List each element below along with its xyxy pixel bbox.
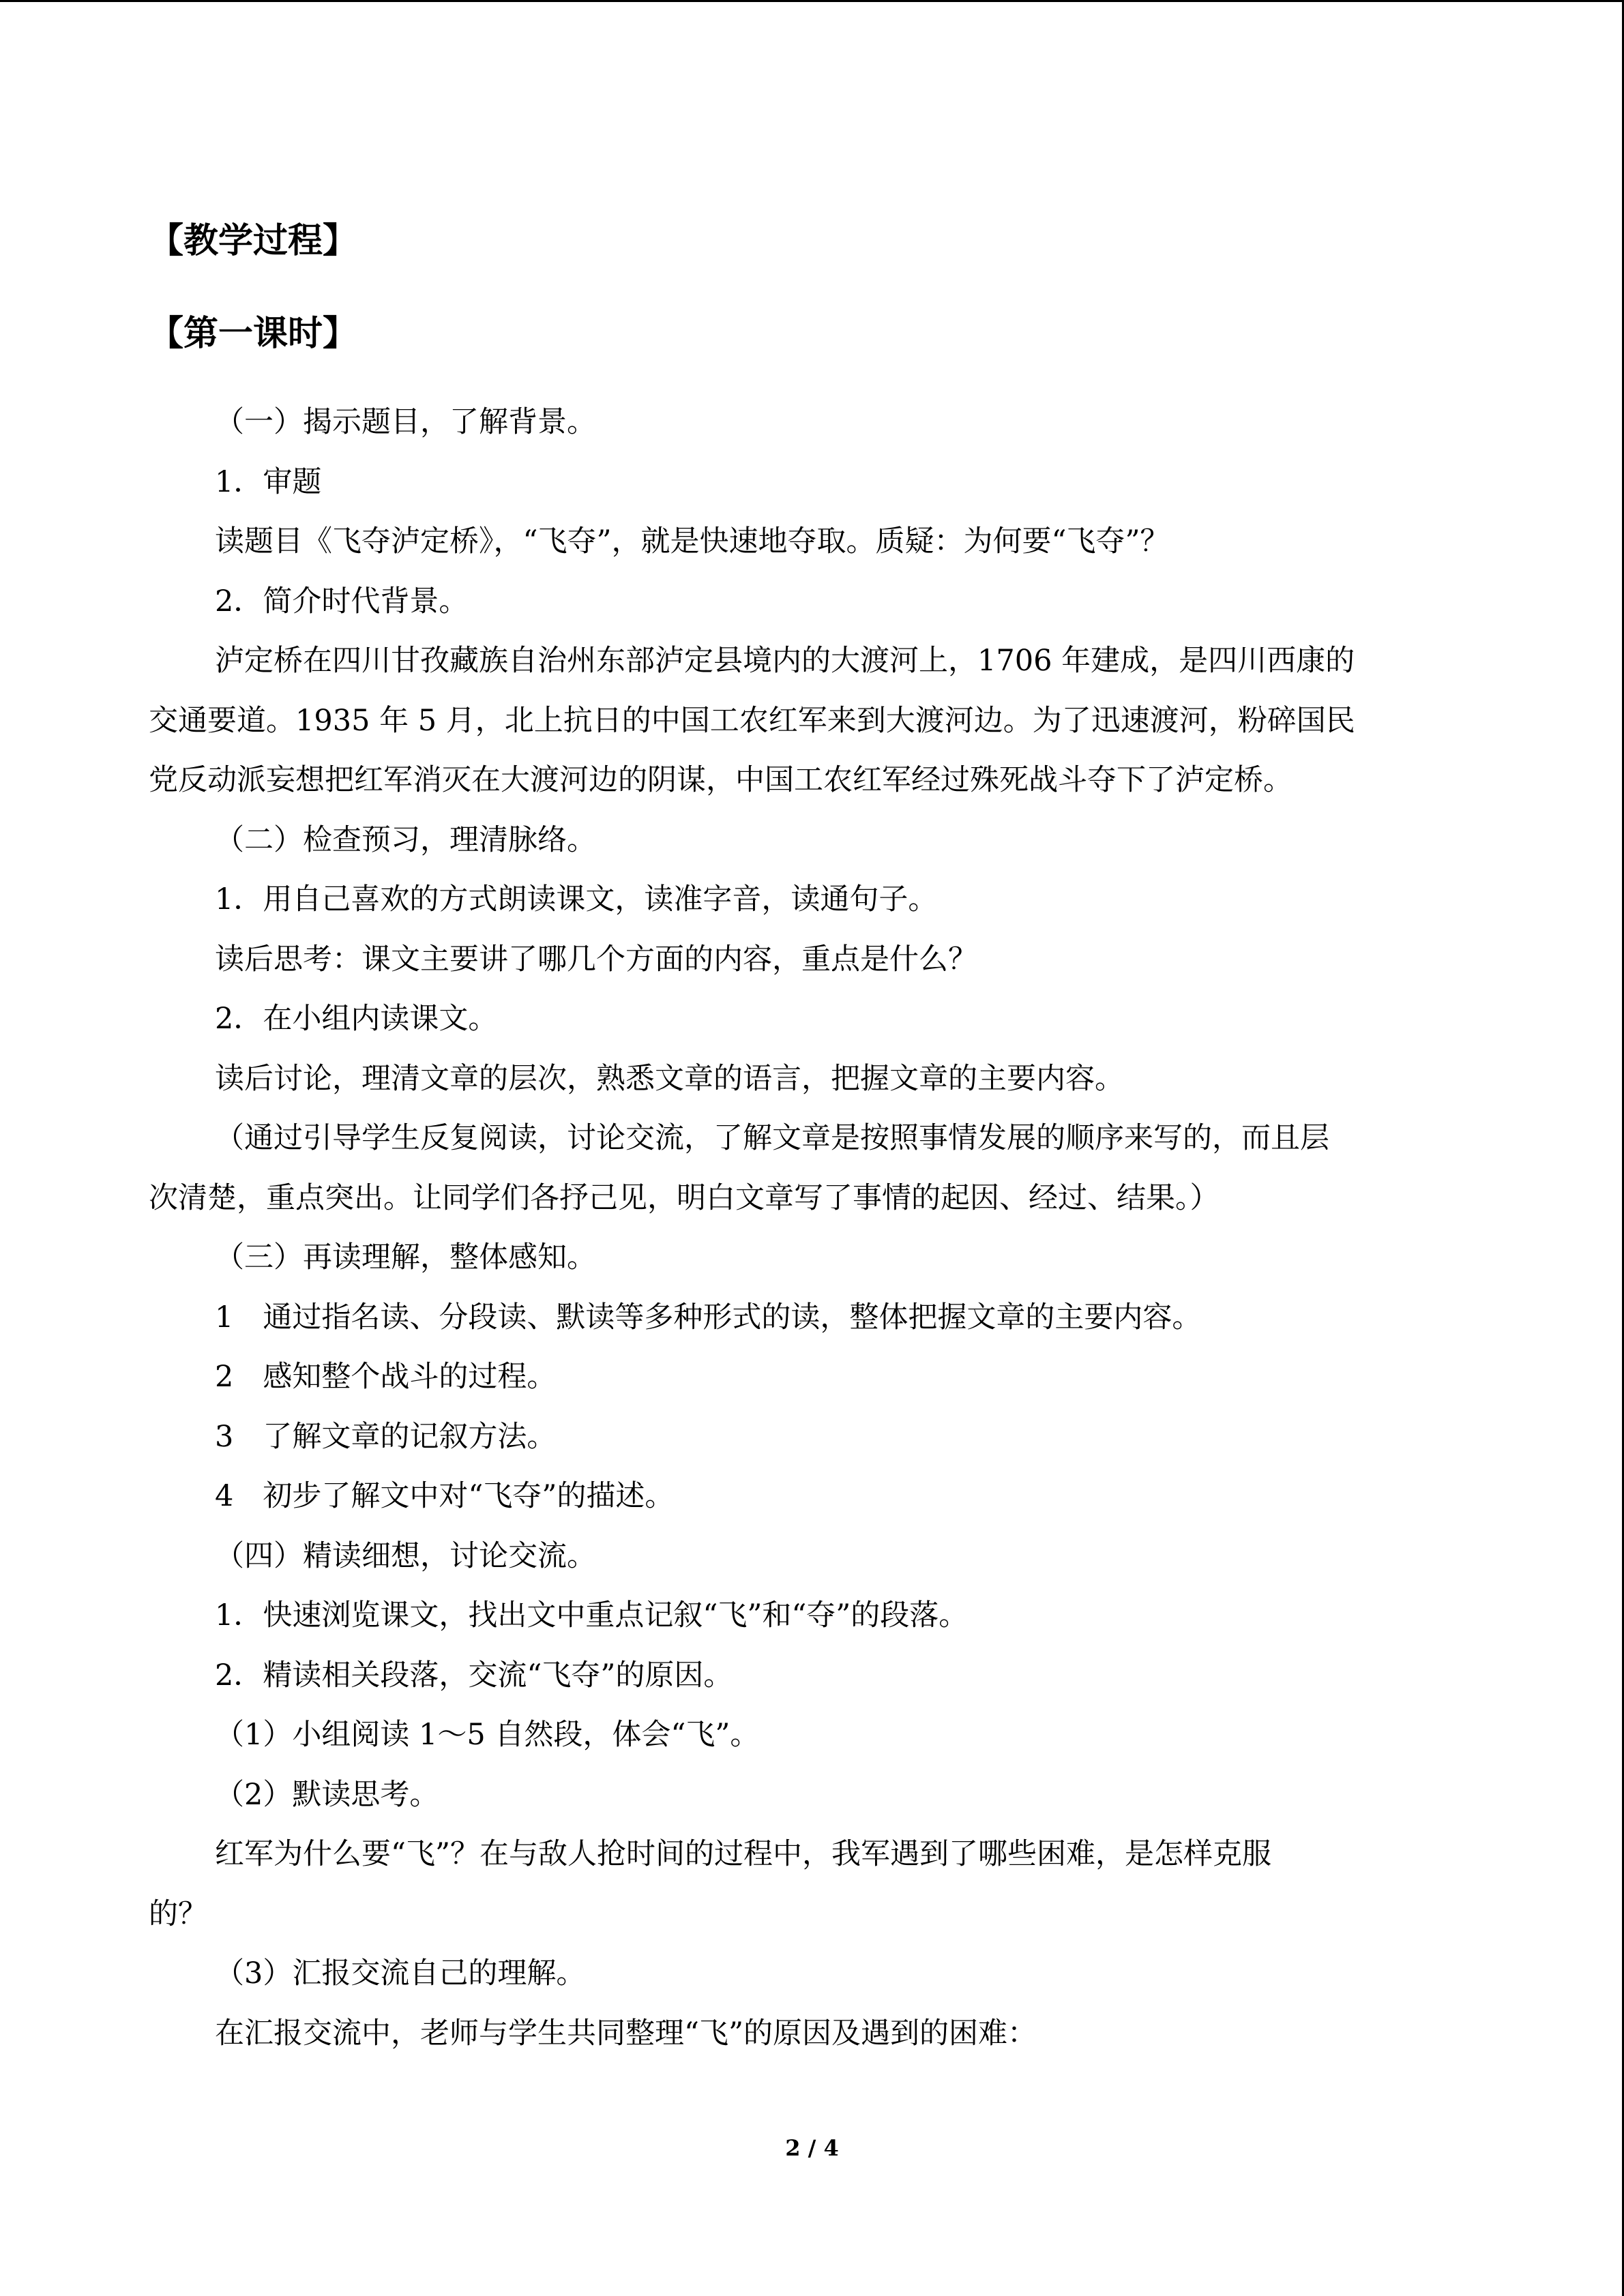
heading-teaching-process: 【教学过程】 [149, 221, 358, 261]
paragraph-line: 次清楚，重点突出。让同学们各抒己见，明白文章写了事情的起因、经过、结果。） [149, 1180, 1220, 1215]
paragraph-line: （通过引导学生反复阅读，讨论交流，了解文章是按照事情发展的顺序来写的，而且层 [215, 1121, 1329, 1155]
heading-first-lesson: 【第一课时】 [149, 314, 358, 354]
list-item: 1．用自己喜欢的方式朗读课文，读准字音，读通句子。 [215, 882, 938, 916]
paragraph-line: 党反动派妄想把红军消灭在大渡河边的阴谋，中国工农红军经过殊死战斗夺下了泸定桥。 [149, 763, 1293, 797]
list-item: 1 通过指名读、分段读、默读等多种形式的读，整体把握文章的主要内容。 [215, 1300, 1202, 1335]
sub-list-item: （3）汇报交流自己的理解。 [215, 1956, 586, 1991]
list-item: 2．在小组内读课文。 [215, 1002, 498, 1036]
section-title-4: （四）精读细想，讨论交流。 [215, 1538, 596, 1573]
list-item: 2．精读相关段落，交流“飞夺”的原因。 [215, 1658, 733, 1693]
paragraph: 读后思考：课文主要讲了哪几个方面的内容，重点是什么？ [215, 942, 977, 976]
list-item: 4 初步了解文中对“飞夺”的描述。 [215, 1479, 675, 1513]
paragraph-line: 的？ [149, 1896, 207, 1931]
paragraph-line: 红军为什么要“飞”？在与敌人抢时间的过程中，我军遇到了哪些困难，是怎样克服 [215, 1837, 1271, 1871]
paragraph-line: 泸定桥在四川甘孜藏族自治州东部泸定县境内的大渡河上，1706 年建成，是四川西康的 [215, 644, 1355, 678]
paragraph: 在汇报交流中，老师与学生共同整理“飞”的原因及遇到的困难： [215, 2016, 1037, 2051]
page-number: 2 / 4 [785, 2135, 839, 2161]
list-item: 3 了解文章的记叙方法。 [215, 1419, 557, 1454]
list-item: 1．快速浏览课文，找出文中重点记叙“飞”和“夺”的段落。 [215, 1598, 969, 1632]
section-title-2: （二）检查预习，理清脉络。 [215, 822, 596, 857]
page-top-border [0, 0, 1624, 2]
paragraph-line: 交通要道。1935 年 5 月，北上抗日的中国工农红军来到大渡河边。为了迅速渡河，粉碎国民 [149, 703, 1355, 738]
list-item: 1．审题 [215, 464, 322, 499]
section-title-1: （一）揭示题目，了解背景。 [215, 405, 596, 439]
sub-list-item: （2）默读思考。 [215, 1777, 439, 1812]
list-item: 2 感知整个战斗的过程。 [215, 1360, 557, 1394]
paragraph: 读后讨论，理清文章的层次，熟悉文章的语言，把握文章的主要内容。 [215, 1061, 1124, 1096]
paragraph: 读题目《飞夺泸定桥》，“飞夺”，就是快速地夺取。质疑：为何要“飞夺”？ [215, 524, 1170, 558]
section-title-3: （三）再读理解，整体感知。 [215, 1240, 596, 1274]
list-item: 2．简介时代背景。 [215, 584, 469, 618]
document-body [149, 393, 1472, 2063]
sub-list-item: （1）小组阅读 1～5 自然段，体会“飞”。 [215, 1718, 760, 1752]
